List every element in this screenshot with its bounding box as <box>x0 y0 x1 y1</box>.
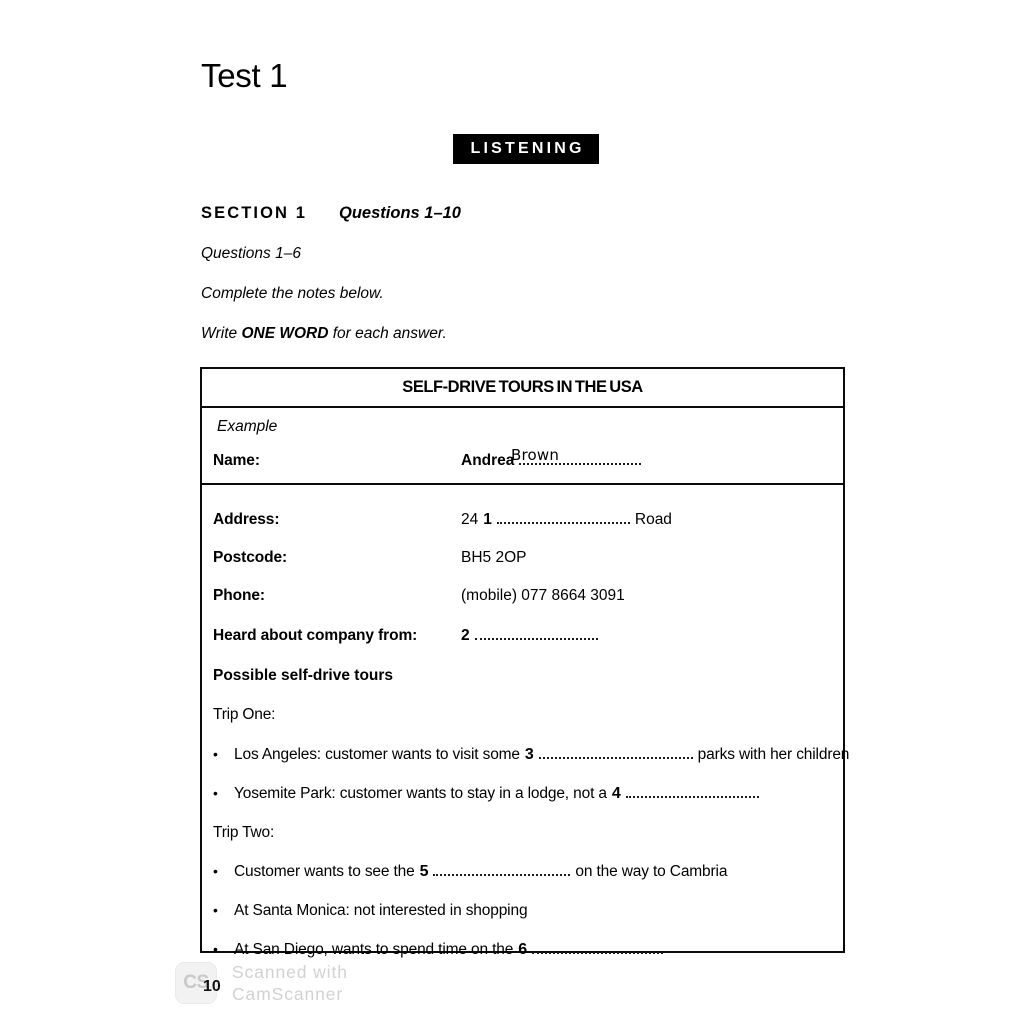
section-heading <box>201 204 461 223</box>
bullet-text-after: parks with her children <box>697 746 850 763</box>
watermark-line-1: Scanned with <box>232 962 348 982</box>
instruction-complete-notes: Complete the notes below. <box>201 285 384 302</box>
example-answer-handwritten: Brown <box>511 446 560 464</box>
tours-heading: Possible self-drive tours <box>213 667 394 684</box>
field-value-phone: (mobile) 077 8664 3091 <box>461 587 625 604</box>
field-label-postcode: Postcode: <box>213 549 288 566</box>
instruction-write-suffix: for each answer. <box>328 325 447 342</box>
instruction-questions-range: Questions 1–6 <box>201 245 301 262</box>
answer-blank-1[interactable] <box>497 511 630 524</box>
address-road-suffix: Road <box>634 511 672 528</box>
answer-blank-3[interactable] <box>539 746 693 759</box>
trip-one-label: Trip One: <box>213 706 276 723</box>
bullet-text-before: At Santa Monica: not interested in shopping <box>234 902 528 919</box>
list-item-text <box>234 863 727 881</box>
camscanner-watermark-text <box>232 961 348 1006</box>
bullet-text-before: Los Angeles: customer wants to visit some <box>234 746 520 763</box>
bullet-text-after: on the way to Cambria <box>575 863 728 880</box>
field-value-heard-about <box>461 627 603 645</box>
field-label-address: Address: <box>213 511 280 528</box>
field-row-phone <box>213 587 265 605</box>
question-number-4: 4 <box>611 785 621 802</box>
list-item <box>213 863 727 881</box>
watermark-line-2: CamScanner <box>232 984 344 1005</box>
trip-two-label: Trip Two: <box>213 824 275 841</box>
field-row-name <box>213 452 260 470</box>
example-name-prefix: Andrea <box>461 452 515 469</box>
question-number-3: 3 <box>524 746 534 763</box>
notes-form-box <box>200 367 850 958</box>
bullet-icon: • <box>213 746 218 762</box>
field-label-heard-about: Heard about company from: <box>213 627 418 644</box>
list-item-text <box>234 902 527 920</box>
question-number-6: 6 <box>518 941 527 958</box>
page-title: Test 1 <box>201 57 288 94</box>
list-item <box>213 902 527 920</box>
bullet-text-before: Customer wants to see the <box>234 863 415 880</box>
camscanner-logo-icon: CS <box>175 962 217 1004</box>
listening-banner: LISTENING <box>453 134 599 164</box>
list-item <box>213 941 668 959</box>
list-item-text <box>234 785 764 803</box>
field-row-postcode <box>213 549 287 567</box>
field-row-heard-about <box>213 627 417 645</box>
bullet-icon: • <box>213 941 218 957</box>
answer-blank-2[interactable] <box>475 627 598 640</box>
answer-blank-6[interactable] <box>532 941 663 954</box>
list-item <box>213 785 764 803</box>
example-block <box>202 408 843 485</box>
address-street-number: 24 <box>461 511 479 528</box>
example-label: Example <box>217 418 278 435</box>
camscanner-watermark <box>175 961 348 1006</box>
instruction-write-prefix: Write <box>201 325 242 342</box>
section-label: SECTION 1 <box>201 204 308 222</box>
field-label-phone: Phone: <box>213 587 265 604</box>
bullet-text-before: At San Diego, wants to spend time on the <box>234 941 514 958</box>
list-item <box>213 746 849 764</box>
question-number-2: 2 <box>461 627 470 644</box>
list-item-text <box>234 941 668 959</box>
field-value-address <box>461 511 672 529</box>
bullet-icon: • <box>213 785 218 801</box>
instruction-write-one-word <box>201 325 447 343</box>
answer-blank-4[interactable] <box>626 785 759 798</box>
question-number-1: 1 <box>483 511 492 528</box>
bullet-icon: • <box>213 902 218 918</box>
bullet-text-before: Yosemite Park: customer wants to stay in a lodge, not a <box>234 785 607 802</box>
list-item-text <box>234 746 849 764</box>
bullet-icon: • <box>213 863 218 879</box>
answer-blank-5[interactable] <box>433 863 570 876</box>
field-value-postcode: BH5 2OP <box>461 549 527 566</box>
field-label-name: Name: <box>213 452 260 469</box>
page-number: 10 <box>203 978 221 995</box>
field-row-address <box>213 511 279 529</box>
instruction-write-emphasis: ONE WORD <box>241 325 329 342</box>
form-title: SELF-DRIVE TOURS IN THE USA <box>202 369 843 408</box>
section-questions-range: Questions 1–10 <box>339 204 461 222</box>
question-number-5: 5 <box>419 863 429 880</box>
